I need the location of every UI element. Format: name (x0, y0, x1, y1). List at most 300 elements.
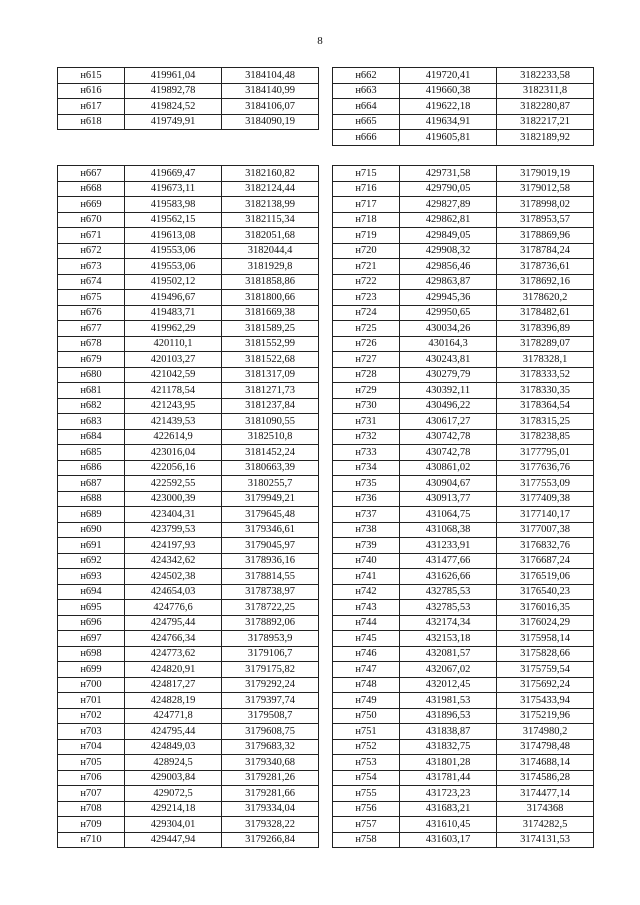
table-row (333, 631, 594, 647)
table-row (333, 832, 594, 848)
table-row (58, 646, 319, 662)
y-coordinate-cell: 3179019,19 (497, 166, 594, 182)
y-coordinate-cell: 3181237,84 (222, 398, 319, 414)
point-id-cell: н729 (333, 383, 400, 399)
y-coordinate-cell: 3182115,34 (222, 212, 319, 228)
table-row (333, 398, 594, 414)
x-coordinate-cell: 432785,53 (400, 584, 497, 600)
point-id-cell: н739 (333, 538, 400, 554)
y-coordinate-cell: 3175958,14 (497, 631, 594, 647)
point-id-cell: н693 (58, 569, 125, 585)
y-coordinate-cell: 3181669,38 (222, 305, 319, 321)
y-coordinate-cell: 3181589,25 (222, 321, 319, 337)
point-id-cell: н707 (58, 786, 125, 802)
x-coordinate-cell: 429003,84 (125, 770, 222, 786)
point-id-cell: н751 (333, 724, 400, 740)
point-id-cell: н758 (333, 832, 400, 848)
point-id-cell: н696 (58, 615, 125, 631)
x-coordinate-cell: 421178,54 (125, 383, 222, 399)
table-row (333, 336, 594, 352)
y-coordinate-cell: 3175433,94 (497, 693, 594, 709)
table-row (333, 197, 594, 213)
x-coordinate-cell: 430861,02 (400, 460, 497, 476)
point-id-cell: н715 (333, 166, 400, 182)
y-coordinate-cell: 3182510,8 (222, 429, 319, 445)
point-id-cell: н742 (333, 584, 400, 600)
table-row (333, 646, 594, 662)
table-row (58, 398, 319, 414)
x-coordinate-cell: 429849,05 (400, 228, 497, 244)
x-coordinate-cell: 431064,75 (400, 507, 497, 523)
x-coordinate-cell: 419502,12 (125, 274, 222, 290)
table-row (333, 352, 594, 368)
x-coordinate-cell: 431233,91 (400, 538, 497, 554)
table-row (58, 693, 319, 709)
x-coordinate-cell: 432012,45 (400, 677, 497, 693)
x-coordinate-cell: 429731,58 (400, 166, 497, 182)
x-coordinate-cell: 431896,53 (400, 708, 497, 724)
x-coordinate-cell: 430617,27 (400, 414, 497, 430)
x-coordinate-cell: 429447,94 (125, 832, 222, 848)
table-row (58, 832, 319, 848)
table-row (58, 68, 319, 84)
point-id-cell: н741 (333, 569, 400, 585)
x-coordinate-cell: 419824,52 (125, 99, 222, 115)
y-coordinate-cell: 3179328,22 (222, 817, 319, 833)
x-coordinate-cell: 431626,66 (400, 569, 497, 585)
y-coordinate-cell: 3179683,32 (222, 739, 319, 755)
point-id-cell: н667 (58, 166, 125, 182)
point-id-cell: н726 (333, 336, 400, 352)
x-coordinate-cell: 422614,9 (125, 429, 222, 445)
page-number: 8 (317, 35, 323, 47)
y-coordinate-cell: 3182280,87 (497, 99, 594, 115)
table-row (58, 290, 319, 306)
point-id-cell: н685 (58, 445, 125, 461)
y-coordinate-cell: 3176832,76 (497, 538, 594, 554)
point-id-cell: н710 (58, 832, 125, 848)
point-id-cell: н717 (333, 197, 400, 213)
y-coordinate-cell: 3184090,19 (222, 114, 319, 130)
table-row (58, 569, 319, 585)
x-coordinate-cell: 420110,1 (125, 336, 222, 352)
x-coordinate-cell: 429072,5 (125, 786, 222, 802)
point-id-cell: н664 (333, 99, 400, 115)
table-row (58, 460, 319, 476)
y-coordinate-cell: 3178953,57 (497, 212, 594, 228)
y-coordinate-cell: 3178692,16 (497, 274, 594, 290)
y-coordinate-cell: 3174477,14 (497, 786, 594, 802)
point-id-cell: н671 (58, 228, 125, 244)
point-id-cell: н736 (333, 491, 400, 507)
x-coordinate-cell: 429945,36 (400, 290, 497, 306)
x-coordinate-cell: 432081,57 (400, 646, 497, 662)
y-coordinate-cell: 3182138,99 (222, 197, 319, 213)
point-id-cell: н682 (58, 398, 125, 414)
y-coordinate-cell: 3179106,7 (222, 646, 319, 662)
y-coordinate-cell: 3178289,07 (497, 336, 594, 352)
table-row (58, 491, 319, 507)
y-coordinate-cell: 3179281,66 (222, 786, 319, 802)
point-id-cell: н738 (333, 522, 400, 538)
table-row (333, 662, 594, 678)
x-coordinate-cell: 424828,19 (125, 693, 222, 709)
y-coordinate-cell: 3181552,99 (222, 336, 319, 352)
table-row (58, 99, 319, 115)
y-coordinate-cell: 3176687,24 (497, 553, 594, 569)
table-row (333, 507, 594, 523)
table-row (333, 290, 594, 306)
y-coordinate-cell: 3179645,48 (222, 507, 319, 523)
x-coordinate-cell: 424849,03 (125, 739, 222, 755)
table-row (58, 305, 319, 321)
y-coordinate-cell: 3181929,8 (222, 259, 319, 275)
point-id-cell: н718 (333, 212, 400, 228)
x-coordinate-cell: 424654,03 (125, 584, 222, 600)
table-row (58, 507, 319, 523)
point-id-cell: н756 (333, 801, 400, 817)
point-id-cell: н618 (58, 114, 125, 130)
y-coordinate-cell: 3179045,97 (222, 538, 319, 554)
table-row (333, 367, 594, 383)
x-coordinate-cell: 432785,53 (400, 600, 497, 616)
x-coordinate-cell: 419605,81 (400, 130, 497, 146)
y-coordinate-cell: 3181800,66 (222, 290, 319, 306)
y-coordinate-cell: 3182233,58 (497, 68, 594, 84)
x-coordinate-cell: 419562,15 (125, 212, 222, 228)
point-id-cell: н722 (333, 274, 400, 290)
x-coordinate-cell: 430496,22 (400, 398, 497, 414)
y-coordinate-cell: 3175759,54 (497, 662, 594, 678)
y-coordinate-cell: 3181522,68 (222, 352, 319, 368)
coordinates-table-bottom-left (57, 165, 319, 848)
y-coordinate-cell: 3179012,58 (497, 181, 594, 197)
table-row (333, 801, 594, 817)
point-id-cell: н692 (58, 553, 125, 569)
x-coordinate-cell: 423016,04 (125, 445, 222, 461)
table-row (333, 584, 594, 600)
table-row (333, 243, 594, 259)
y-coordinate-cell: 3184104,48 (222, 68, 319, 84)
point-id-cell: н744 (333, 615, 400, 631)
x-coordinate-cell: 431981,53 (400, 693, 497, 709)
table-row (333, 181, 594, 197)
table-row (58, 662, 319, 678)
x-coordinate-cell: 419669,47 (125, 166, 222, 182)
coordinates-table-top-right (332, 67, 594, 146)
y-coordinate-cell: 3182160,82 (222, 166, 319, 182)
y-coordinate-cell: 3177140,17 (497, 507, 594, 523)
table-row (333, 677, 594, 693)
point-id-cell: н725 (333, 321, 400, 337)
table-row (333, 600, 594, 616)
point-id-cell: н737 (333, 507, 400, 523)
point-id-cell: н706 (58, 770, 125, 786)
point-id-cell: н665 (333, 114, 400, 130)
x-coordinate-cell: 431683,21 (400, 801, 497, 817)
point-id-cell: н735 (333, 476, 400, 492)
point-id-cell: н705 (58, 755, 125, 771)
y-coordinate-cell: 3178330,35 (497, 383, 594, 399)
point-id-cell: н676 (58, 305, 125, 321)
point-id-cell: н668 (58, 181, 125, 197)
y-coordinate-cell: 3179175,82 (222, 662, 319, 678)
point-id-cell: н686 (58, 460, 125, 476)
y-coordinate-cell: 3182124,44 (222, 181, 319, 197)
point-id-cell: н750 (333, 708, 400, 724)
x-coordinate-cell: 431603,17 (400, 832, 497, 848)
x-coordinate-cell: 431477,66 (400, 553, 497, 569)
point-id-cell: н680 (58, 367, 125, 383)
y-coordinate-cell: 3180663,39 (222, 460, 319, 476)
y-coordinate-cell: 3174798,48 (497, 739, 594, 755)
table-row (58, 553, 319, 569)
table-row (333, 786, 594, 802)
y-coordinate-cell: 3174368 (497, 801, 594, 817)
table-row (58, 770, 319, 786)
point-id-cell: н754 (333, 770, 400, 786)
table-row (58, 336, 319, 352)
point-id-cell: н732 (333, 429, 400, 445)
table-row (58, 708, 319, 724)
point-id-cell: н662 (333, 68, 400, 84)
point-id-cell: н752 (333, 739, 400, 755)
x-coordinate-cell: 424502,38 (125, 569, 222, 585)
y-coordinate-cell: 3178736,61 (497, 259, 594, 275)
x-coordinate-cell: 419720,41 (400, 68, 497, 84)
table-row (58, 228, 319, 244)
x-coordinate-cell: 419634,91 (400, 114, 497, 130)
y-coordinate-cell: 3178784,24 (497, 243, 594, 259)
point-id-cell: н755 (333, 786, 400, 802)
table-row (333, 817, 594, 833)
table-row (58, 739, 319, 755)
point-id-cell: н743 (333, 600, 400, 616)
table-row (333, 228, 594, 244)
point-id-cell: н702 (58, 708, 125, 724)
point-id-cell: н734 (333, 460, 400, 476)
point-id-cell: н669 (58, 197, 125, 213)
x-coordinate-cell: 419962,29 (125, 321, 222, 337)
table-row (58, 522, 319, 538)
table-row (333, 83, 594, 99)
x-coordinate-cell: 429790,05 (400, 181, 497, 197)
y-coordinate-cell: 3178738,97 (222, 584, 319, 600)
point-id-cell: н723 (333, 290, 400, 306)
point-id-cell: н733 (333, 445, 400, 461)
point-id-cell: н745 (333, 631, 400, 647)
x-coordinate-cell: 423000,39 (125, 491, 222, 507)
table-row (58, 817, 319, 833)
x-coordinate-cell: 431610,45 (400, 817, 497, 833)
x-coordinate-cell: 423799,53 (125, 522, 222, 538)
y-coordinate-cell: 3179508,7 (222, 708, 319, 724)
table-row (333, 708, 594, 724)
x-coordinate-cell: 432153,18 (400, 631, 497, 647)
table-row (333, 305, 594, 321)
x-coordinate-cell: 422592,55 (125, 476, 222, 492)
y-coordinate-cell: 3174131,53 (497, 832, 594, 848)
y-coordinate-cell: 3179292,24 (222, 677, 319, 693)
point-id-cell: н617 (58, 99, 125, 115)
x-coordinate-cell: 428924,5 (125, 755, 222, 771)
point-id-cell: н681 (58, 383, 125, 399)
point-id-cell: н663 (333, 83, 400, 99)
x-coordinate-cell: 429863,87 (400, 274, 497, 290)
point-id-cell: н721 (333, 259, 400, 275)
x-coordinate-cell: 420103,27 (125, 352, 222, 368)
table-row (333, 569, 594, 585)
y-coordinate-cell: 3178722,25 (222, 600, 319, 616)
point-id-cell: н724 (333, 305, 400, 321)
table-row (333, 414, 594, 430)
x-coordinate-cell: 424795,44 (125, 615, 222, 631)
x-coordinate-cell: 423404,31 (125, 507, 222, 523)
point-id-cell: н731 (333, 414, 400, 430)
x-coordinate-cell: 424342,62 (125, 553, 222, 569)
x-coordinate-cell: 430913,77 (400, 491, 497, 507)
y-coordinate-cell: 3178333,52 (497, 367, 594, 383)
x-coordinate-cell: 430164,3 (400, 336, 497, 352)
point-id-cell: н672 (58, 243, 125, 259)
point-id-cell: н747 (333, 662, 400, 678)
table-row (58, 367, 319, 383)
x-coordinate-cell: 432067,02 (400, 662, 497, 678)
y-coordinate-cell: 3175692,24 (497, 677, 594, 693)
x-coordinate-cell: 421439,53 (125, 414, 222, 430)
x-coordinate-cell: 421042,59 (125, 367, 222, 383)
point-id-cell: н728 (333, 367, 400, 383)
x-coordinate-cell: 419496,67 (125, 290, 222, 306)
point-id-cell: н688 (58, 491, 125, 507)
y-coordinate-cell: 3178328,1 (497, 352, 594, 368)
table-row (333, 553, 594, 569)
point-id-cell: н697 (58, 631, 125, 647)
table-row (58, 414, 319, 430)
x-coordinate-cell: 429862,81 (400, 212, 497, 228)
y-coordinate-cell: 3182311,8 (497, 83, 594, 99)
point-id-cell: н757 (333, 817, 400, 833)
point-id-cell: н695 (58, 600, 125, 616)
table-row (58, 83, 319, 99)
x-coordinate-cell: 424817,27 (125, 677, 222, 693)
point-id-cell: н748 (333, 677, 400, 693)
x-coordinate-cell: 430034,26 (400, 321, 497, 337)
point-id-cell: н708 (58, 801, 125, 817)
point-id-cell: н690 (58, 522, 125, 538)
table-row (333, 538, 594, 554)
point-id-cell: н730 (333, 398, 400, 414)
x-coordinate-cell: 424766,34 (125, 631, 222, 647)
y-coordinate-cell: 3174282,5 (497, 817, 594, 833)
y-coordinate-cell: 3179949,21 (222, 491, 319, 507)
table-row (58, 197, 319, 213)
y-coordinate-cell: 3176024,29 (497, 615, 594, 631)
point-id-cell: н753 (333, 755, 400, 771)
y-coordinate-cell: 3178315,25 (497, 414, 594, 430)
x-coordinate-cell: 419660,38 (400, 83, 497, 99)
y-coordinate-cell: 3178364,54 (497, 398, 594, 414)
table-row (333, 739, 594, 755)
table-row (333, 429, 594, 445)
y-coordinate-cell: 3178396,89 (497, 321, 594, 337)
x-coordinate-cell: 429908,32 (400, 243, 497, 259)
table-row (58, 584, 319, 600)
y-coordinate-cell: 3178869,96 (497, 228, 594, 244)
x-coordinate-cell: 431838,87 (400, 724, 497, 740)
point-id-cell: н703 (58, 724, 125, 740)
table-row (58, 166, 319, 182)
point-id-cell: н704 (58, 739, 125, 755)
x-coordinate-cell: 431801,28 (400, 755, 497, 771)
table-row (333, 114, 594, 130)
y-coordinate-cell: 3178814,55 (222, 569, 319, 585)
y-coordinate-cell: 3179346,61 (222, 522, 319, 538)
table-row (58, 114, 319, 130)
y-coordinate-cell: 3177636,76 (497, 460, 594, 476)
point-id-cell: н720 (333, 243, 400, 259)
table-row (58, 600, 319, 616)
table-row (58, 321, 319, 337)
x-coordinate-cell: 419483,71 (125, 305, 222, 321)
y-coordinate-cell: 3179397,74 (222, 693, 319, 709)
table-row (58, 801, 319, 817)
table-row (58, 476, 319, 492)
table-row (333, 99, 594, 115)
point-id-cell: н699 (58, 662, 125, 678)
y-coordinate-cell: 3184106,07 (222, 99, 319, 115)
x-coordinate-cell: 419553,06 (125, 243, 222, 259)
y-coordinate-cell: 3176540,23 (497, 584, 594, 600)
table-row (333, 460, 594, 476)
table-row (333, 724, 594, 740)
point-id-cell: н701 (58, 693, 125, 709)
x-coordinate-cell: 419673,11 (125, 181, 222, 197)
point-id-cell: н679 (58, 352, 125, 368)
table-row (58, 181, 319, 197)
table-row (58, 243, 319, 259)
y-coordinate-cell: 3178892,06 (222, 615, 319, 631)
table-row (333, 383, 594, 399)
table-row (58, 429, 319, 445)
table-row (333, 445, 594, 461)
point-id-cell: н616 (58, 83, 125, 99)
x-coordinate-cell: 430904,67 (400, 476, 497, 492)
y-coordinate-cell: 3178238,85 (497, 429, 594, 445)
x-coordinate-cell: 430742,78 (400, 429, 497, 445)
table-row (58, 786, 319, 802)
point-id-cell: н689 (58, 507, 125, 523)
y-coordinate-cell: 3178953,9 (222, 631, 319, 647)
x-coordinate-cell: 429214,18 (125, 801, 222, 817)
x-coordinate-cell: 424795,44 (125, 724, 222, 740)
x-coordinate-cell: 424776,6 (125, 600, 222, 616)
point-id-cell: н675 (58, 290, 125, 306)
table-row (58, 212, 319, 228)
table-row (333, 615, 594, 631)
x-coordinate-cell: 424197,93 (125, 538, 222, 554)
y-coordinate-cell: 3177409,38 (497, 491, 594, 507)
table-row (333, 321, 594, 337)
coordinates-table-top-left (57, 67, 319, 130)
y-coordinate-cell: 3176519,06 (497, 569, 594, 585)
point-id-cell: н749 (333, 693, 400, 709)
table-row (333, 491, 594, 507)
table-row (333, 693, 594, 709)
x-coordinate-cell: 419622,18 (400, 99, 497, 115)
table-row (333, 522, 594, 538)
point-id-cell: н673 (58, 259, 125, 275)
